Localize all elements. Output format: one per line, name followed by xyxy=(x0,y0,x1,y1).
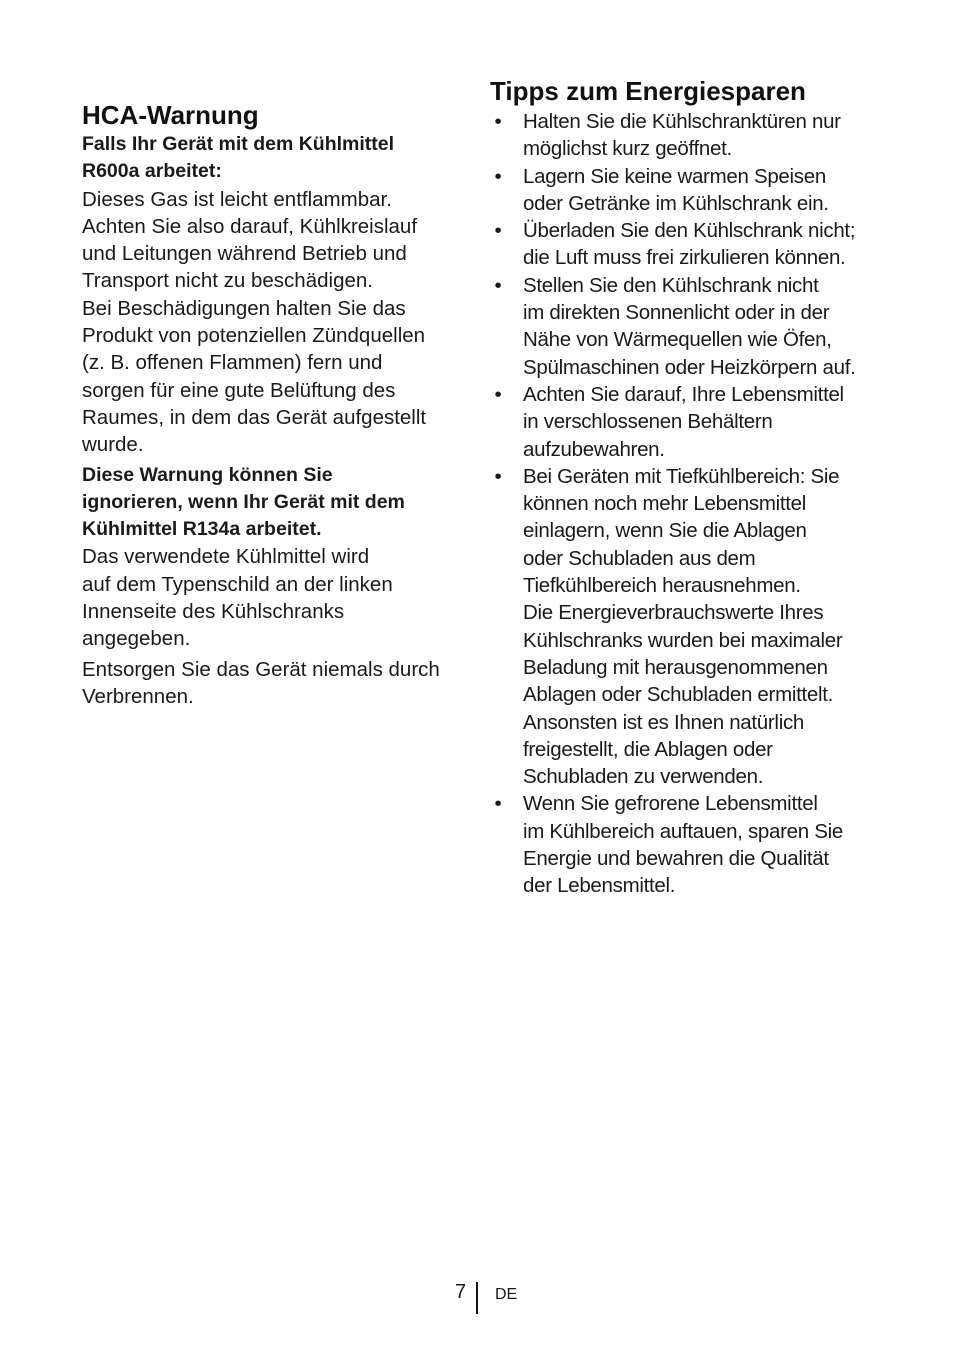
tip-line: Lagern Sie keine warmen Speisen xyxy=(523,164,826,188)
text-line: Achten Sie also darauf, Kühlkreislauf xyxy=(82,214,418,238)
tip-line: im Kühlbereich auftauen, sparen Sie xyxy=(523,819,843,843)
text-line: und Leitungen während Betrieb und xyxy=(82,242,407,266)
tip-line: Tiefkühlbereich herausnehmen. xyxy=(523,574,801,598)
tip-line: der Lebensmittel. xyxy=(523,874,676,898)
warning-bold-paragraph xyxy=(82,462,477,544)
text-line: Dieses Gas ist leicht entflammbar. xyxy=(82,187,392,211)
tip-item xyxy=(490,381,885,463)
hca-warning-section xyxy=(82,99,477,710)
text-line: Transport nicht zu beschädigen. xyxy=(82,269,373,293)
tip-line: Achten Sie darauf, Ihre Lebensmittel xyxy=(523,382,844,406)
tip-item xyxy=(490,217,885,272)
tip-line: Die Energieverbrauchswerte Ihres xyxy=(523,601,824,625)
text-line: wurde. xyxy=(82,433,144,457)
bullet-icon: • xyxy=(494,464,502,488)
text-line: Verbrennen. xyxy=(82,684,194,708)
hca-warning-heading: HCA-Warnung xyxy=(82,100,259,130)
text-line: Diese Warnung können Sie xyxy=(82,463,333,486)
text-line: angegeben. xyxy=(82,627,191,651)
tip-line: oder Schubladen aus dem xyxy=(523,546,756,570)
page-number: 7 xyxy=(455,1281,467,1303)
text-line: Innenseite des Kühlschranks xyxy=(82,600,345,624)
text-line: Raumes, in dem das Gerät aufgestellt xyxy=(82,405,427,429)
tip-item xyxy=(490,272,885,381)
tip-line: in verschlossenen Behältern xyxy=(523,410,773,434)
text-line: Produkt von potenziellen Zündquellen xyxy=(82,324,426,348)
bullet-icon: • xyxy=(494,219,502,243)
energy-tips-list xyxy=(490,108,885,900)
page-footer xyxy=(0,1280,954,1314)
tip-line: können noch mehr Lebensmittel xyxy=(523,492,807,516)
tip-item xyxy=(490,790,885,899)
warning-paragraph xyxy=(82,186,477,459)
tip-line: Schubladen zu verwenden. xyxy=(523,765,764,789)
tip-line: Stellen Sie den Kühlschrank nicht xyxy=(523,273,819,297)
text-line: Falls Ihr Gerät mit dem Kühlmittel xyxy=(82,133,395,155)
tip-line: oder Getränke im Kühlschrank ein. xyxy=(523,191,829,215)
warning-paragraph xyxy=(82,543,477,652)
text-line: R600a arbeitet: xyxy=(82,160,222,183)
energy-tips-heading: Tipps zum Energiesparen xyxy=(490,76,806,106)
language-code: DE xyxy=(495,1286,518,1303)
warning-paragraph xyxy=(82,656,477,711)
warning-bold-paragraph xyxy=(82,131,477,186)
tip-line: Beladung mit herausgenommenen xyxy=(523,655,828,679)
footer-divider xyxy=(476,1282,478,1314)
tip-line: Kühlschranks wurden bei maximaler xyxy=(523,628,843,652)
text-line: auf dem Typenschild an der linken xyxy=(82,572,393,596)
tip-line: Wenn Sie gefrorene Lebensmittel xyxy=(523,792,818,816)
tip-line: im direkten Sonnenlicht oder in der xyxy=(523,301,830,325)
text-line: Das verwendete Kühlmittel wird xyxy=(82,545,370,569)
text-line: Bei Beschädigungen halten Sie das xyxy=(82,296,406,320)
bullet-icon: • xyxy=(494,164,502,188)
text-line: Kühlmittel R134a arbeitet. xyxy=(82,518,322,541)
bullet-icon: • xyxy=(494,382,502,406)
tip-line: die Luft muss frei zirkulieren können. xyxy=(523,246,846,270)
text-line: ignorieren, wenn Ihr Gerät mit dem xyxy=(82,490,405,513)
tip-line: Energie und bewahren die Qualität xyxy=(523,847,829,871)
tip-line: aufzubewahren. xyxy=(523,437,665,461)
bullet-icon: • xyxy=(494,273,502,297)
text-line: Entsorgen Sie das Gerät niemals durch xyxy=(82,657,440,681)
bullet-icon: • xyxy=(494,110,502,133)
tip-item xyxy=(490,108,885,163)
tip-line: einlagern, wenn Sie die Ablagen xyxy=(523,519,807,543)
bullet-icon: • xyxy=(494,792,502,816)
tip-line: Ansonsten ist es Ihnen natürlich xyxy=(523,710,804,734)
tip-line: Bei Geräten mit Tiefkühlbereich: Sie xyxy=(523,464,840,488)
tip-item xyxy=(490,463,885,791)
tip-line: Halten Sie die Kühlschranktüren nur xyxy=(523,110,841,133)
tip-line: Spülmaschinen oder Heizkörpern auf. xyxy=(523,355,856,379)
energy-tips-section xyxy=(490,75,885,900)
tip-line: Überladen Sie den Kühlschrank nicht; xyxy=(523,219,856,243)
tip-line: Ablagen oder Schubladen ermittelt. xyxy=(523,683,834,707)
tip-item xyxy=(490,163,885,218)
tip-line: Nähe von Wärmequellen wie Öfen, xyxy=(523,328,832,352)
hca-warning-body xyxy=(82,131,477,710)
text-line: sorgen für eine gute Belüftung des xyxy=(82,378,396,402)
tip-line: freigestellt, die Ablagen oder xyxy=(523,737,773,761)
text-line: (z. B. offenen Flammen) fern und xyxy=(82,351,383,375)
tip-line: möglichst kurz geöffnet. xyxy=(523,137,732,161)
